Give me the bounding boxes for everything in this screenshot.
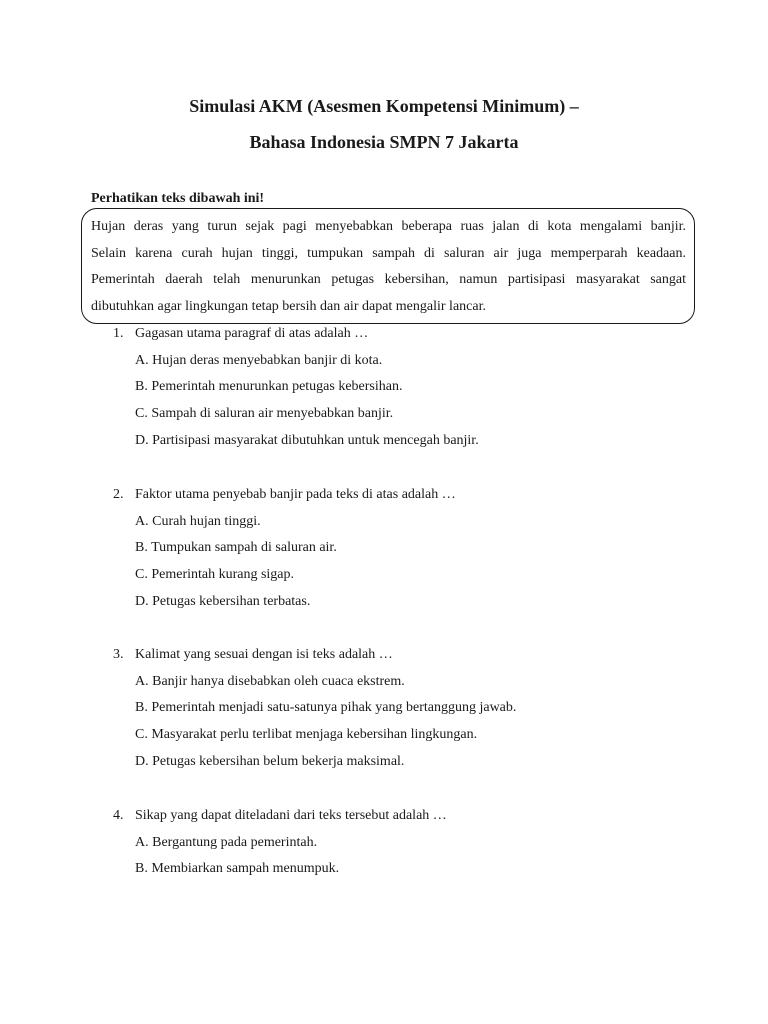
answer-option-a: A. Bergantung pada pemerintah. — [135, 834, 318, 850]
question-text: Kalimat yang sesuai dengan isi teks adalah … — [135, 647, 393, 662]
question-stem — [113, 807, 447, 825]
answer-option-a: A. Banjir hanya disebabkan oleh cuaca ekstrem. — [135, 673, 405, 689]
answer-option-d: D. Partisipasi masyarakat dibutuhkan untuk mencegah banjir. — [135, 432, 479, 448]
page-subtitle: Bahasa Indonesia SMPN 7 Jakarta — [249, 132, 519, 152]
answer-option-a: A. Hujan deras menyebabkan banjir di kota. — [135, 352, 383, 368]
question-number: 4. — [113, 808, 124, 823]
question-number: 2. — [113, 487, 124, 502]
answer-option-d: D. Petugas kebersihan belum bekerja maksimal. — [135, 753, 405, 769]
question-text: Sikap yang dapat diteladani dari teks tersebut adalah … — [135, 808, 447, 823]
passage-line: Hujan deras yang turun sejak pagi menyebabkan beberapa ruas jalan di kota mengalami banjir. — [91, 219, 686, 234]
answer-option-c: C. Sampah di saluran air menyebabkan banjir. — [135, 406, 394, 422]
question-3 — [113, 646, 516, 771]
answer-option-b: B. Pemerintah menurunkan petugas kebersihan. — [135, 379, 403, 395]
answer-option-b: B. Tumpukan sampah di saluran air. — [135, 540, 337, 556]
answer-option-c: C. Pemerintah kurang sigap. — [135, 567, 295, 583]
passage-line: Pemerintah daerah telah menurunkan petugas kebersihan, namun partisipasi masyarakat sangat — [91, 272, 686, 287]
answer-option-d: D. Petugas kebersihan terbatas. — [135, 593, 311, 609]
page-title: Simulasi AKM (Asesmen Kompetensi Minimum) – — [189, 96, 579, 116]
answer-option-b: B. Pemerintah menjadi satu-satunya pihak yang bertanggung jawab. — [135, 700, 517, 716]
reading-passage-box — [81, 208, 695, 324]
question-4 — [113, 807, 447, 878]
answer-option-c: C. Masyarakat perlu terlibat menjaga kebersihan lingkungan. — [135, 727, 478, 743]
answer-option-a: A. Curah hujan tinggi. — [135, 513, 261, 529]
question-text: Faktor utama penyebab banjir pada teks di atas adalah … — [135, 487, 456, 502]
question-stem — [113, 646, 516, 664]
question-stem — [113, 486, 456, 504]
question-1 — [113, 325, 479, 450]
instruction-text: Perhatikan teks dibawah ini! — [91, 191, 265, 206]
question-text: Gagasan utama paragraf di atas adalah … — [135, 326, 369, 341]
answer-option-b: B. Membiarkan sampah menumpuk. — [135, 861, 340, 877]
question-stem — [113, 325, 479, 343]
question-number: 1. — [113, 326, 124, 341]
question-2 — [113, 486, 456, 611]
question-number: 3. — [113, 647, 124, 662]
passage-line: Selain karena curah hujan tinggi, tumpukan sampah di saluran air juga memperparah keadaan. — [91, 245, 686, 261]
passage-line: dibutuhkan agar lingkungan tetap bersih dan air dapat mengalir lancar. — [91, 298, 486, 314]
